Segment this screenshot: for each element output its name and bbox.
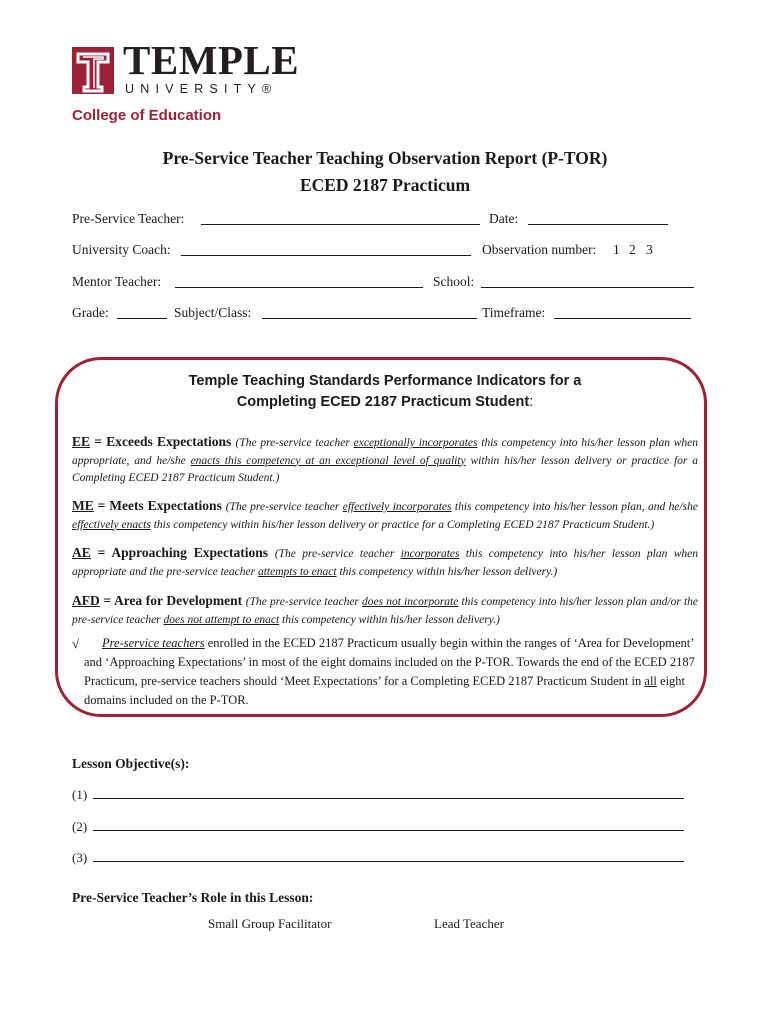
afd-desc-2: this competency into his/her lesson plan and/or the pre-service teacher <box>72 596 698 626</box>
observation-option-1[interactable]: 1 <box>613 242 620 257</box>
ee-definition <box>72 434 698 487</box>
subject-label: Subject/Class: <box>174 305 252 320</box>
university-subtitle: UNIVERSITY® <box>125 82 278 96</box>
ae-label: = Approaching Expectations <box>90 545 275 560</box>
university-name: TEMPLE <box>123 37 300 83</box>
observation-number-label: Observation number: <box>482 242 597 257</box>
ae-desc-3: this competency within his/her lesson delivery.) <box>336 565 558 578</box>
me-desc-u1: effectively incorporates <box>342 501 452 513</box>
standards-title-line2 <box>0 395 770 410</box>
ee-desc-3: within his/her lesson delivery or practice for a Completing ECED 2187 Practicum Student.) <box>72 454 698 484</box>
role-label: Pre-Service Teacher’s Role in this Lesson: <box>72 890 314 905</box>
observation-option-2[interactable]: 2 <box>629 242 636 257</box>
mentor-teacher-field[interactable] <box>175 287 423 288</box>
afd-desc-1: (The pre-service teacher <box>245 596 363 608</box>
afd-label: = Area for Development <box>99 593 246 608</box>
ee-desc-2: this competency into his/her lesson plan when appropriate, and he/she <box>72 437 698 467</box>
document-title: Pre-Service Teacher Teaching Observation Report (P-TOR) <box>162 148 608 168</box>
role-option-lead-teacher[interactable]: Lead Teacher <box>434 916 504 931</box>
observation-option-3[interactable]: 3 <box>646 242 653 257</box>
note-u2: all <box>644 674 657 688</box>
ee-label: = Exceeds Expectations <box>90 434 236 449</box>
ae-abbr: AE <box>72 545 91 560</box>
standards-title-text: Completing ECED 2187 Practicum Student <box>236 394 530 410</box>
note-u1: Pre-service teachers <box>102 636 205 650</box>
mentor-teacher-label: Mentor Teacher: <box>72 274 162 289</box>
afd-desc-u2: does not attempt to enact <box>163 613 280 626</box>
standards-title-colon: : <box>529 394 534 410</box>
grade-field[interactable] <box>117 318 167 319</box>
grade-label: Grade: <box>72 305 109 320</box>
afd-definition <box>72 593 698 628</box>
afd-desc-3: this competency within his/her lesson delivery.) <box>279 613 500 626</box>
ae-desc-u1: incorporates <box>400 548 460 560</box>
objective-number-1: (1) <box>72 787 88 802</box>
objective-field-3[interactable] <box>93 861 684 862</box>
checkmark-icon: √ <box>72 636 80 651</box>
temple-t-logo-icon <box>72 47 114 94</box>
standards-title-line1: Temple Teaching Standards Performance Indicators for a <box>188 373 582 389</box>
university-coach-label: University Coach: <box>72 242 171 257</box>
preservice-teacher-field[interactable] <box>201 224 480 225</box>
role-option-small-group[interactable]: Small Group Facilitator <box>208 916 332 931</box>
practicum-note <box>84 634 698 710</box>
date-label: Date: <box>489 211 519 226</box>
objective-field-2[interactable] <box>93 830 684 831</box>
preservice-teacher-label: Pre-Service Teacher: <box>72 211 185 226</box>
ae-desc-1: (The pre-service teacher <box>274 548 401 560</box>
date-field[interactable] <box>528 224 668 225</box>
note-text-1: enrolled in the ECED 2187 Practicum usually begin within the ranges of ‘Area for Development’ and ‘Approaching Expectations’ in most of the eight domains included on the P-TOR. Towards the end of the ECED 2187 Practicum, pre-service teachers should ‘Meet Expectations’ for a Completing ECED 2187 Practicum Student in <box>84 636 695 688</box>
afd-abbr: AFD <box>72 593 100 608</box>
objective-number-2: (2) <box>72 819 88 834</box>
objective-field-1[interactable] <box>93 798 684 799</box>
lesson-objectives-label: Lesson Objective(s): <box>72 756 190 771</box>
afd-desc-u1: does not incorporate <box>362 596 459 608</box>
college-name: College of Education <box>72 107 222 124</box>
school-label: School: <box>433 274 475 289</box>
me-desc-3: this competency within his/her lesson delivery or practice for a Completing ECED 2187 Practicum Student.) <box>150 518 655 531</box>
timeframe-field[interactable] <box>554 318 691 319</box>
me-definition <box>72 498 698 533</box>
document-subtitle: ECED 2187 Practicum <box>299 175 471 195</box>
note-text-2: eight domains included on the P-TOR. <box>84 674 686 707</box>
ae-definition <box>72 545 698 580</box>
ee-desc-u2: enacts this competency at an exceptional level of quality <box>190 454 466 467</box>
me-desc-u2: effectively enacts <box>72 518 151 531</box>
me-label: = Meets Expectations <box>93 498 226 513</box>
me-abbr: ME <box>72 498 94 513</box>
objective-number-3: (3) <box>72 850 88 865</box>
ee-desc-1: (The pre-service teacher <box>235 437 354 449</box>
ee-desc-u1: exceptionally incorporates <box>353 437 478 449</box>
me-desc-1: (The pre-service teacher <box>225 501 343 513</box>
subject-field[interactable] <box>262 318 477 319</box>
ae-desc-2: this competency into his/her lesson plan when appropriate and the pre-service teacher <box>72 548 698 578</box>
timeframe-label: Timeframe: <box>482 305 546 320</box>
school-field[interactable] <box>481 287 694 288</box>
me-desc-2: this competency into his/her lesson plan, and he/she <box>451 501 698 513</box>
ae-desc-u2: attempts to enact <box>257 565 337 578</box>
university-coach-field[interactable] <box>181 255 471 256</box>
ee-abbr: EE <box>72 434 91 449</box>
